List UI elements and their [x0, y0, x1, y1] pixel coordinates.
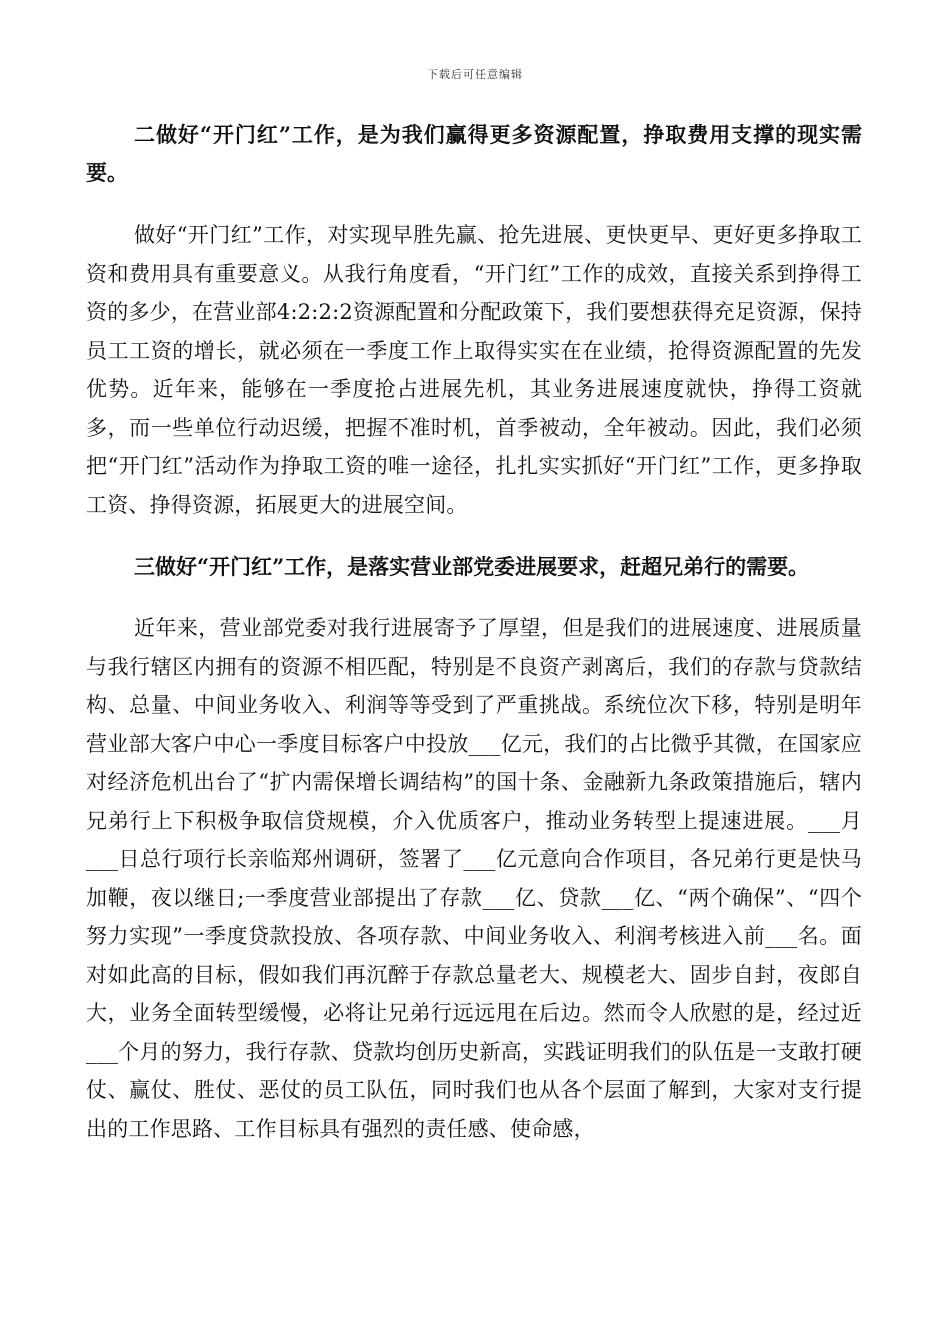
section-paragraph-2: 做好“开门红”工作，对实现早胜先赢、抢先进展、更快更早、更好更多挣取工资和费用具有重要意义。从我行角度看，“开门红”工作的成效，直接关系到挣得工资的多少，在营业部4:2:2:2资源配置和分配政策下，我们要想获得充足资源，保持员工工资的增长，就必须在一季度工作上取得实实在在业绩，抢得资源配置的先发优势。近年来，能够在一季度抢占进展先机，其业务进展速度就快，挣得工资就多，而一些单位行动迟缓，把握不准时机，首季被动，全年被动。因此，我们必须把“开门红”活动作为挣取工资的唯一途径，扎扎实实抓好“开门红”工作，更多挣取工资、挣得资源，拓展更大的进展空间。 [86, 223, 862, 517]
section-paragraph-3: 近年来，营业部党委对我行进展寄予了厚望，但是我们的进展速度、进展质量与我行辖区内拥有的资源不相匹配，特别是不良资产剥离后，我们的存款与贷款结构、总量、中间业务收入、利润等等受到了严重挑战。系统位次下移，特别是明年营业部大客户中心一季度目标客户中投放___亿元，我们的占比微乎其微，在国家应对经济危机出台了“扩内需保增长调结构”的国十条、金融新九条政策措施后，辖内兄弟行上下积极争取信贷规模，介入优质客户，推动业务转型上提速进展。___月___日总行项行长亲临郑州调研，签署了___亿元意向合作项目，各兄弟行更是快马加鞭，夜以继日;一季度营业部提出了存款___亿、贷款___亿、“两个确保”、“四个努力实现”一季度贷款投放、各项存款、中间业务收入、利润考核进入前___名。面对如此高的目标，假如我们再沉醉于存款总量老大、规模老大、固步自封，夜郎自大，业务全面转型缓慢，必将让兄弟行远远甩在后边。然而令人欣慰的是，经过近___个月的努力，我行存款、贷款均创历史新高，实践证明我们的队伍是一支敢打硬仗、赢仗、胜仗、恶仗的员工队伍，同时我们也从各个层面了解到，大家对支行提出的工作思路、工作目标具有强烈的责任感、使命感， [86, 616, 862, 1141]
section-heading-2: 二做好“开门红”工作，是为我们赢得更多资源配置，挣取费用支撑的现实需要。 [86, 122, 862, 185]
section-heading-3: 三做好“开门红”工作，是落实营业部党委进展要求，赶超兄弟行的需要。 [134, 554, 810, 579]
page-header-note: 下载后可任意编辑 [427, 68, 523, 81]
document-body [86, 116, 862, 1148]
